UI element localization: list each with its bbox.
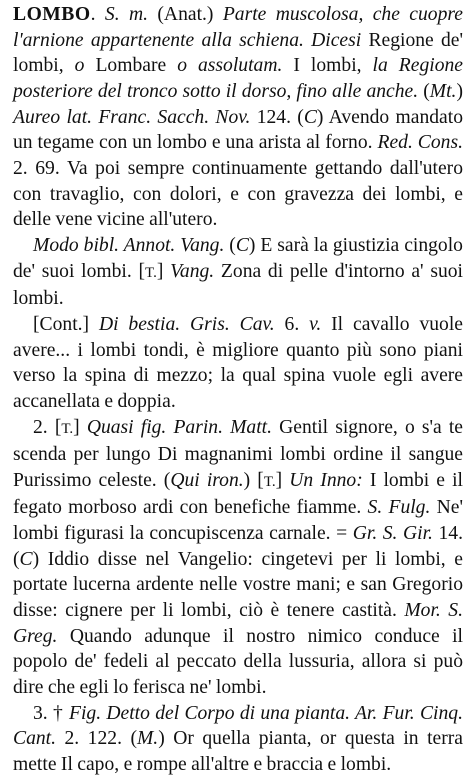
quotation-text: Gentil signore, o s'a te scenda per lungo Di magnanimi lombi ordine il sangue Purissimo celeste. ( bbox=[13, 416, 463, 491]
text-run: ( bbox=[224, 234, 236, 256]
quotation-text: 2. 69. Va poi sempre continuamente gettando dall'utero con travaglio, con dolori, e con gravezza dei lombi, e delle vene vicine all'utero. bbox=[13, 157, 463, 231]
source-abbrev: C bbox=[235, 234, 249, 256]
text-run-italic: o bbox=[74, 55, 85, 77]
definition-paragraph-3 bbox=[13, 701, 463, 778]
quotation-text: Ne' lombi figurasi la concupiscenza carnale. = bbox=[13, 497, 463, 545]
text-run-italic: v. bbox=[309, 313, 322, 335]
source-abbrev: T. bbox=[145, 264, 157, 281]
text-run: 124. ( bbox=[250, 106, 304, 128]
text-run: 6. bbox=[274, 313, 310, 335]
citation-source: S. Fulg. bbox=[367, 497, 431, 519]
text-run: ) [ bbox=[243, 469, 264, 491]
text-run: 14. ( bbox=[13, 523, 463, 570]
text-run: ] bbox=[275, 469, 290, 491]
sense-number: 3. † bbox=[33, 702, 69, 724]
domain-label: (Anat.) bbox=[148, 4, 223, 25]
quotation-text: Il cavallo vuole avere... i lombi tondi, è migliore quanto più sono piani verso la spina di mezzo; la qual spina vuole egli avere accanellata e doppia. bbox=[13, 313, 463, 412]
text-run: ) bbox=[456, 80, 463, 102]
citation-source: Vang. bbox=[170, 260, 215, 282]
definition-paragraph-biblical bbox=[13, 233, 463, 312]
source-abbrev: Mt. bbox=[429, 80, 457, 102]
source-abbrev: T. bbox=[61, 420, 74, 437]
citation-source: Fig. Detto del Corpo di una pianta. Ar. Fur. Cinq. Cant. bbox=[13, 702, 463, 750]
text-run: [Cont.] bbox=[33, 313, 99, 335]
citation-source: Un Inno: bbox=[289, 469, 363, 491]
citation-source: Aureo lat. Franc. Sacch. Nov. bbox=[13, 106, 251, 128]
text-run: ] bbox=[156, 260, 171, 282]
quotation-text: Quando adunque il nostro nimico conduce il popolo de' fedeli al peccato della lussuria, allora si può dire che egli lo ferisca ne' lombi. bbox=[13, 625, 463, 699]
quotation-text: ) E sarà la giustizia cingolo de' suoi lombi. [ bbox=[13, 234, 463, 282]
definition-paragraph-bestia bbox=[13, 312, 463, 415]
text-run: Regione de' lombi, bbox=[13, 29, 463, 77]
source-abbrev: C bbox=[19, 548, 33, 570]
text-run: ( bbox=[418, 80, 430, 102]
citation-source: Red. Cons. bbox=[377, 132, 463, 154]
source-abbrev: C bbox=[303, 106, 317, 128]
dictionary-entry-lombo bbox=[13, 2, 463, 778]
quotation-text: ) Iddio disse nel Vangelio: cingetevi per li lombi, e portate lucerna ardente nelle vostre mani; e san Gregorio disse: cignere per li lombi, ciò è tenere castità. bbox=[13, 548, 463, 622]
sense-number: 2. [ bbox=[33, 416, 62, 438]
citation-source: Gr. S. Gir. bbox=[352, 523, 433, 545]
text-run-italic: Qui iron. bbox=[170, 469, 244, 491]
grammar-label: S. m. bbox=[104, 4, 149, 25]
headword: LOMBO bbox=[13, 4, 91, 25]
text-run-italic: o assolutam. bbox=[177, 55, 283, 77]
definition-text: la Regione posteriore del tronco sotto il dorso, fino alle anche. bbox=[13, 55, 463, 102]
source-abbrev: T. bbox=[263, 473, 276, 490]
quotation-text: Zona di pelle d'intorno a' suoi lombi. bbox=[13, 260, 463, 310]
citation-source: Mor. S. Greg. bbox=[13, 600, 463, 647]
definition-text: Parte muscolosa, che cuopre l'arnione appartenente alla schiena. Dicesi bbox=[13, 4, 463, 51]
text-run: 2. 122. ( bbox=[56, 728, 137, 750]
text-run: Lombare bbox=[84, 55, 178, 77]
quotation-text: ) Avendo mandato un tegame con un lombo e una arista al forno. bbox=[13, 106, 463, 154]
citation-source: Quasi fig. Parin. Matt. bbox=[86, 416, 273, 438]
definition-paragraph-main bbox=[13, 2, 463, 233]
definition-paragraph-2 bbox=[13, 415, 463, 701]
quotation-text: ) Or quella pianta, or questa in terra mette Il capo, e rompe all'altre e braccia e lombi. bbox=[13, 728, 463, 776]
text-run: ] bbox=[73, 416, 87, 438]
quotation-text: I lombi e il fegato morboso ardi con benefiche fiamme. bbox=[13, 469, 463, 519]
citation-source: Modo bibl. Annot. Vang. bbox=[33, 234, 225, 256]
text-run: I lombi, bbox=[282, 55, 373, 77]
citation-source: Di bestia. Gris. Cav. bbox=[98, 313, 275, 335]
text-run: . bbox=[90, 4, 105, 25]
source-abbrev: M. bbox=[136, 728, 159, 750]
